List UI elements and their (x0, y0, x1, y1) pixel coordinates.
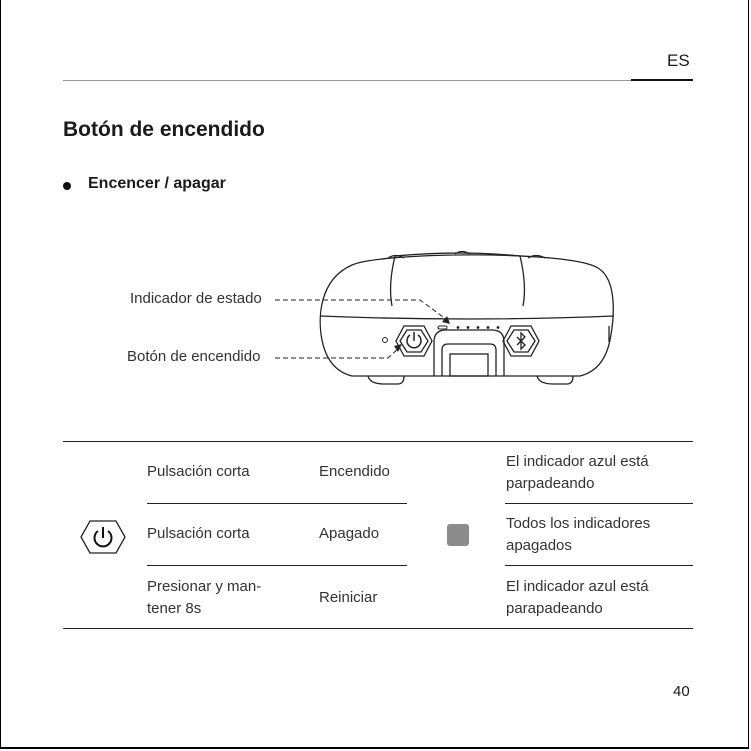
callout-line-power (275, 347, 400, 358)
table-row-3-result: Reiniciar (319, 589, 378, 606)
table-row-2-action: Pulsación corta (147, 525, 250, 542)
bluetooth-button-device (503, 326, 539, 356)
table-row-2-result: Apagado (319, 525, 380, 542)
power-button-device (396, 326, 432, 356)
center-dock (434, 330, 504, 376)
callout-power-button: Botón de encendido (127, 348, 261, 365)
table-row-2-led: Todos los indicadores apagados (506, 515, 651, 554)
language-code: ES (667, 51, 690, 70)
table-row-1-result: Encendido (319, 463, 390, 480)
power-icon (79, 519, 127, 555)
table-row-rule (147, 503, 407, 504)
foot-left (368, 376, 404, 384)
table-row-rule (505, 565, 693, 566)
table-row-1-action: Pulsación corta (147, 463, 250, 480)
table-top-rule (63, 441, 693, 442)
table-row-3-action: Presionar y man- tener 8s (147, 578, 262, 617)
callout-status-indicator: Indicador de estado (130, 290, 262, 307)
table-row-1-led: El indicador azul está parpadeando (506, 453, 649, 492)
table-row-3-led: El indicador azul está parapadeando (506, 578, 649, 617)
lid-seam (320, 316, 614, 319)
foot-right (537, 376, 573, 384)
page-number: 40 (673, 683, 690, 700)
table-row-rule (505, 503, 693, 504)
status-leds (457, 326, 500, 329)
bullet-heading: Encencer / apagar (88, 175, 226, 192)
led-off-icon (447, 524, 469, 546)
table-bottom-rule (63, 628, 693, 629)
table-row-rule (147, 565, 407, 566)
section-title: Botón de encendido (63, 118, 265, 141)
